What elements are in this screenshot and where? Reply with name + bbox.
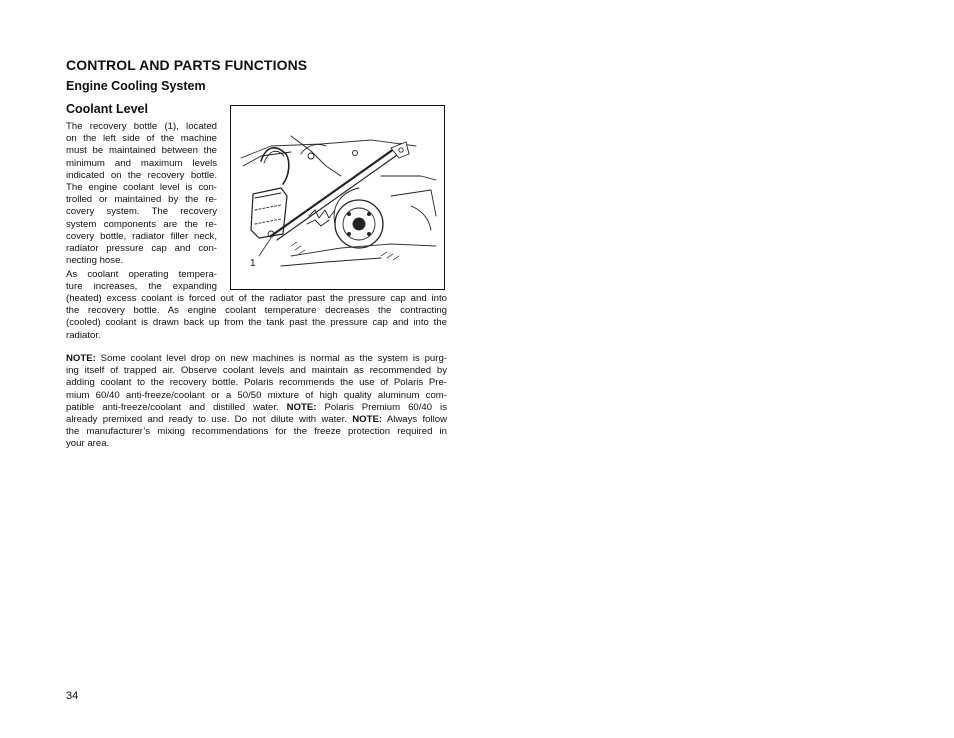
text-line: must be maintained between the <box>66 145 217 157</box>
intro-paragraph <box>66 121 217 267</box>
text-line: ing itself of trapped air. Observe coolant levels and maintain as recommended by <box>66 365 447 377</box>
section-title: CONTROL AND PARTS FUNCTIONS <box>66 57 308 73</box>
text-line: ture increases, the expanding <box>66 281 217 293</box>
text-line: the manufacturer’s mixing recommendations for the freeze protection required in <box>66 426 447 438</box>
text-line: radiator pressure cap and con- <box>66 243 217 255</box>
text-line: covery bottle, radiator filler neck, <box>66 230 217 242</box>
callout-leader-line <box>259 238 271 256</box>
text-line: radiator. <box>66 329 101 341</box>
topic-title: Coolant Level <box>66 102 148 116</box>
text-line: your area. <box>66 438 110 450</box>
text-line: the recovery bottle. As engine coolant temperature decreases the contracting <box>66 305 447 317</box>
text-line: (heated) excess coolant is forced out of the radiator past the pressure cap and into <box>66 293 447 304</box>
text-line: necting hose. <box>66 255 124 267</box>
text-line: system components are the re- <box>66 218 217 230</box>
coolant-temperature-paragraph-start <box>66 269 217 293</box>
text-line: indicated on the recovery bottle. <box>66 169 217 181</box>
note-text: Polaris Premium 60/40 is <box>316 401 447 413</box>
text-line: As coolant operating tempera- <box>66 269 217 280</box>
note-text: Some coolant level drop on new machines is normal as the system is purg- <box>95 353 447 364</box>
text-line: covery system. The recovery <box>66 206 217 218</box>
text-line: The engine coolant level is con- <box>66 182 217 194</box>
text-line <box>66 402 447 414</box>
recovery-bottle-callout: 1 <box>250 258 256 269</box>
text-line: trolled or maintained by the re- <box>66 194 217 206</box>
note-text: Always follow <box>382 414 448 426</box>
text-line: The recovery bottle (1), located <box>66 121 217 132</box>
note-label: NOTE: <box>286 401 317 413</box>
text-line <box>66 414 447 426</box>
note-text: already premixed and ready to use. Do not dilute with water. <box>66 414 353 426</box>
text-line: on the left side of the machine <box>66 133 217 145</box>
text-line: adding coolant to the recovery bottle. Polaris recommends the use of Polaris Pre- <box>66 377 447 389</box>
note-text: patible anti-freeze/coolant and distilled water. <box>66 401 287 413</box>
engine-drawing <box>231 106 444 289</box>
subsection-title: Engine Cooling System <box>66 79 206 93</box>
page-number: 34 <box>66 690 79 702</box>
note-label: NOTE: <box>352 414 383 426</box>
text-line: minimum and maximum levels <box>66 157 217 169</box>
coolant-temperature-paragraph-rest <box>66 293 447 342</box>
text-line: mium 60/40 anti-freeze/coolant or a 50/50 mixture of high quality aluminum com- <box>66 389 447 401</box>
note-paragraph <box>66 353 447 451</box>
text-line: (cooled) coolant is drawn back up from the tank past the pressure cap and into the <box>66 317 447 329</box>
engine-cooling-illustration <box>230 105 445 290</box>
text-line <box>66 353 447 365</box>
note-label: NOTE: <box>66 353 96 364</box>
